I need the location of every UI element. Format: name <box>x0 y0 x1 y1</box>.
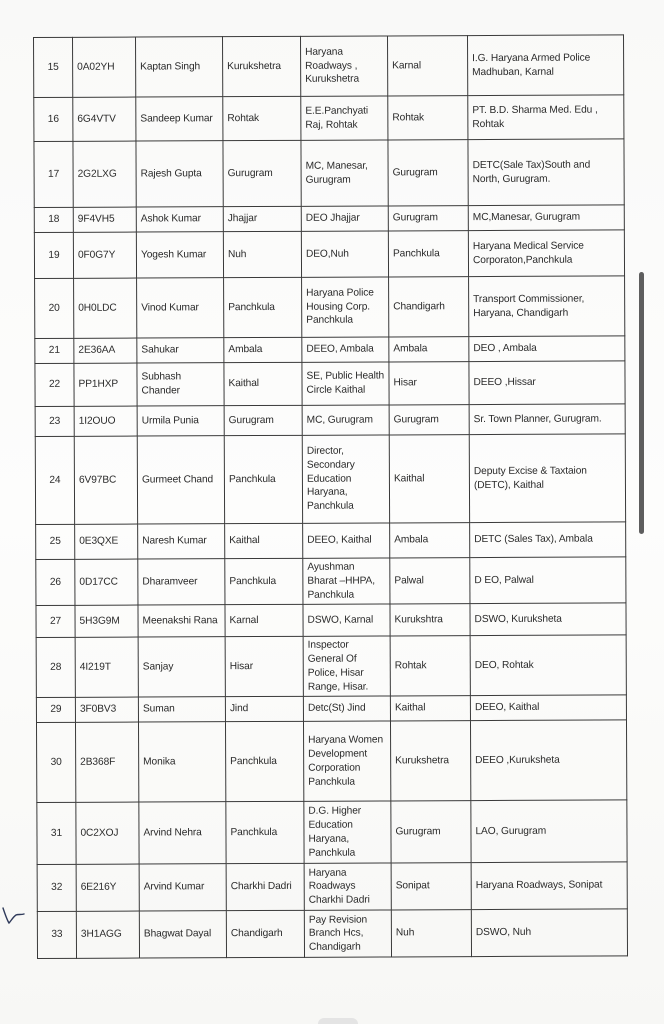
home-district-cell: Gurugram <box>224 405 302 435</box>
new-posting-cell: DEO, Rohtak <box>470 635 626 696</box>
employee-code-cell: 0E3QXE <box>75 524 138 559</box>
serial-number-cell: 29 <box>36 698 75 723</box>
employee-code-cell: 2E36AA <box>74 338 137 363</box>
current-posting-cell: D.G. Higher Education Haryana, Panchkula <box>304 801 391 863</box>
employee-name-cell: Subhash Chander <box>137 363 224 406</box>
home-district-cell: Nuh <box>223 231 301 277</box>
new-posting-cell: DSWO, Nuh <box>471 909 627 957</box>
current-posting-cell: SE, Public Health Circle Kaithal <box>302 362 389 405</box>
employee-name-cell: Gurmeet Chand <box>137 436 224 524</box>
page-edge-shadow <box>318 1018 358 1024</box>
employee-code-cell: 3F0BV3 <box>75 697 138 722</box>
current-posting-cell: DEO Jhajjar <box>301 206 388 231</box>
serial-number-cell: 27 <box>36 606 75 638</box>
home-district-cell: Hisar <box>225 637 303 697</box>
serial-number-cell: 16 <box>34 97 73 141</box>
current-posting-cell: Inspector General Of Police, Hisar Range, Hisar. <box>303 636 390 696</box>
current-posting-cell: Detc(St) Jind <box>303 696 390 721</box>
serial-number-cell: 20 <box>35 278 74 338</box>
table-row <box>37 909 627 959</box>
table-row <box>36 603 626 638</box>
current-posting-cell: Haryana Women Development Corporation Panchkula <box>303 721 390 801</box>
serial-number-cell: 19 <box>34 232 73 278</box>
new-posting-cell: DEEO ,Kuruksheta <box>470 720 626 801</box>
serial-number-cell: 21 <box>35 338 74 363</box>
home-district-cell: Gurugram <box>223 140 301 206</box>
employee-code-cell: 9F4VH5 <box>73 207 136 232</box>
serial-number-cell: 30 <box>36 723 75 803</box>
employee-name-cell: Naresh Kumar <box>138 524 225 559</box>
new-posting-cell: DSWO, Kuruksheta <box>470 603 626 636</box>
new-posting-cell: LAO, Gurugram <box>471 800 627 863</box>
new-posting-cell: Deputy Excise & Taxtaion (DETC), Kaithal <box>469 434 625 523</box>
employee-name-cell: Dharamveer <box>138 559 225 606</box>
new-posting-cell: Haryana Roadways, Sonipat <box>471 862 627 910</box>
serial-number-cell: 23 <box>35 406 74 436</box>
table-row <box>34 230 624 279</box>
employee-code-cell: 4I219T <box>75 637 138 697</box>
home-district-cell: Kaithal <box>224 362 302 405</box>
new-posting-cell: D EO, Palwal <box>470 557 626 604</box>
allotted-district-cell: Ambala <box>390 523 470 558</box>
table-row <box>34 205 624 233</box>
table-row <box>36 720 626 803</box>
home-district-cell: Kurukshetra <box>223 36 301 96</box>
current-posting-cell: Haryana Roadways Charkhi Dadri <box>304 863 391 910</box>
serial-number-cell: 31 <box>37 803 76 865</box>
table-row <box>35 276 625 339</box>
serial-number-cell: 17 <box>34 141 73 207</box>
home-district-cell: Panchkula <box>225 722 303 802</box>
allotted-district-cell: Kaithal <box>390 696 470 721</box>
vertical-scrollbar[interactable] <box>639 272 644 534</box>
allotted-district-cell: Gurugram <box>389 405 469 435</box>
home-district-cell: Panchkula <box>224 277 302 337</box>
serial-number-cell: 18 <box>34 207 73 232</box>
employee-name-cell: Sahukar <box>137 338 224 363</box>
current-posting-cell: Haryana Police Housing Corp. Panchkula <box>302 277 389 337</box>
new-posting-cell: I.G. Haryana Armed Police Madhuban, Karnal <box>467 35 623 96</box>
employee-code-cell: 0C2XOJ <box>76 802 139 864</box>
new-posting-cell: DEEO, Kaithal <box>470 695 626 721</box>
table-row <box>34 139 624 208</box>
employee-code-cell: 6E216Y <box>76 864 139 911</box>
employee-name-cell: Meenakshi Rana <box>138 605 225 637</box>
new-posting-cell: Sr. Town Planner, Gurugram. <box>469 404 625 435</box>
table-row <box>35 361 625 407</box>
home-district-cell: Charkhi Dadri <box>226 864 304 911</box>
allotted-district-cell: Kurukshetra <box>390 721 470 801</box>
employee-code-cell: 0D17CC <box>75 559 138 606</box>
table-row <box>37 862 627 912</box>
allotted-district-cell: Rohtak <box>388 96 468 140</box>
current-posting-cell: DEO,Nuh <box>301 231 388 277</box>
serial-number-cell: 24 <box>35 436 74 524</box>
allotted-district-cell: Nuh <box>391 910 471 957</box>
allotted-district-cell: Kurukshtra <box>390 604 470 636</box>
table-body <box>34 35 628 959</box>
table-row <box>36 635 626 698</box>
current-posting-cell: DEEO, Kaithal <box>303 523 390 558</box>
employee-code-cell: 6G4VTV <box>73 97 136 141</box>
employee-code-cell: 5H3G9M <box>75 605 138 637</box>
current-posting-cell: DSWO, Karnal <box>303 604 390 636</box>
serial-number-cell: 25 <box>36 524 75 559</box>
employee-name-cell: Sandeep Kumar <box>136 97 223 141</box>
serial-number-cell: 33 <box>37 912 76 959</box>
home-district-cell: Panchkula <box>226 802 304 864</box>
new-posting-cell: MC,Manesar, Gurugram <box>468 205 624 231</box>
serial-number-cell: 28 <box>36 638 75 698</box>
allotted-district-cell: Karnal <box>387 36 467 96</box>
employee-code-cell: 2G2LXG <box>73 141 136 207</box>
table-row <box>36 557 626 606</box>
current-posting-cell: Ayushman Bharat –HHPA, Panchkula <box>303 558 390 605</box>
table-row <box>35 404 625 437</box>
allotted-district-cell: Gurugram <box>388 140 468 206</box>
serial-number-cell: 15 <box>34 37 73 97</box>
home-district-cell: Panchkula <box>225 558 303 605</box>
employee-name-cell: Sanjay <box>138 637 225 697</box>
home-district-cell: Rohtak <box>223 96 301 140</box>
table-row <box>37 800 627 865</box>
employee-name-cell: Yogesh Kumar <box>136 232 223 278</box>
employee-name-cell: Suman <box>138 697 225 722</box>
allotted-district-cell: Gurugram <box>388 206 468 231</box>
employee-code-cell: 0A02YH <box>73 37 136 97</box>
table-row <box>35 434 625 525</box>
allotted-district-cell: Panchkula <box>388 231 468 277</box>
allocation-table <box>33 34 628 959</box>
home-district-cell: Karnal <box>225 605 303 637</box>
employee-name-cell: Arvind Kumar <box>139 864 226 911</box>
employee-name-cell: Urmila Punia <box>137 406 224 436</box>
employee-code-cell: 0F0G7Y <box>73 232 136 278</box>
new-posting-cell: DETC (Sales Tax), Ambala <box>470 522 626 558</box>
allotted-district-cell: Palwal <box>390 558 470 605</box>
employee-name-cell: Arvind Nehra <box>139 802 226 864</box>
current-posting-cell: Haryana Roadways , Kurukshetra <box>300 36 387 96</box>
allotted-district-cell: Chandigarh <box>389 277 469 337</box>
serial-number-cell: 32 <box>37 865 76 912</box>
table-row <box>34 35 624 98</box>
table-row <box>36 695 626 723</box>
employee-code-cell: 0H0LDC <box>74 278 137 338</box>
new-posting-cell: DEEO ,Hissar <box>469 361 625 405</box>
new-posting-cell: DETC(Sale Tax)South and North, Gurugram. <box>468 139 624 206</box>
current-posting-cell: Director, Secondary Education Haryana, Panchkula <box>302 435 389 523</box>
table-row <box>35 336 625 364</box>
employee-code-cell: 1I2OUO <box>74 406 137 436</box>
employee-name-cell: Bhagwat Dayal <box>139 911 226 958</box>
serial-number-cell: 26 <box>36 559 75 605</box>
employee-code-cell: 3H1AGG <box>76 911 139 958</box>
table-row <box>36 522 626 560</box>
table-row <box>34 95 624 142</box>
current-posting-cell: MC, Manesar, Gurugram <box>301 140 388 206</box>
employee-name-cell: Ashok Kumar <box>136 207 223 232</box>
serial-number-cell: 22 <box>35 363 74 406</box>
current-posting-cell: MC, Gurugram <box>302 405 389 435</box>
new-posting-cell: Haryana Medical Service Corporaton,Panchkula <box>468 230 624 277</box>
allotted-district-cell: Kaithal <box>389 435 469 523</box>
current-posting-cell: Pay Revision Branch Hcs, Chandigarh <box>304 910 391 957</box>
employee-name-cell: Rajesh Gupta <box>136 141 223 207</box>
allotted-district-cell: Sonipat <box>391 863 471 910</box>
home-district-cell: Panchkula <box>224 435 302 523</box>
allotted-district-cell: Rohtak <box>390 636 470 696</box>
employee-name-cell: Vinod Kumar <box>137 278 224 338</box>
home-district-cell: Jind <box>225 697 303 722</box>
employee-code-cell: 2B368F <box>75 722 138 802</box>
new-posting-cell: Transport Commissioner, Haryana, Chandigarh <box>469 276 625 337</box>
new-posting-cell: DEO , Ambala <box>469 336 625 362</box>
allotted-district-cell: Ambala <box>389 337 469 362</box>
employee-name-cell: Kaptan Singh <box>136 37 223 97</box>
allotted-district-cell: Gurugram <box>391 801 471 863</box>
current-posting-cell: DEEO, Ambala <box>302 337 389 362</box>
new-posting-cell: PT. B.D. Sharma Med. Edu , Rohtak <box>468 95 624 140</box>
home-district-cell: Kaithal <box>225 523 303 558</box>
home-district-cell: Chandigarh <box>226 911 304 958</box>
pen-mark-icon <box>0 905 26 927</box>
employee-name-cell: Monika <box>138 722 225 802</box>
employee-code-cell: 6V97BC <box>74 436 137 524</box>
allotted-district-cell: Hisar <box>389 362 469 405</box>
home-district-cell: Ambala <box>224 337 302 362</box>
home-district-cell: Jhajjar <box>223 206 301 231</box>
current-posting-cell: E.E.Panchyati Raj, Rohtak <box>301 96 388 140</box>
employee-code-cell: PP1HXP <box>74 363 137 406</box>
